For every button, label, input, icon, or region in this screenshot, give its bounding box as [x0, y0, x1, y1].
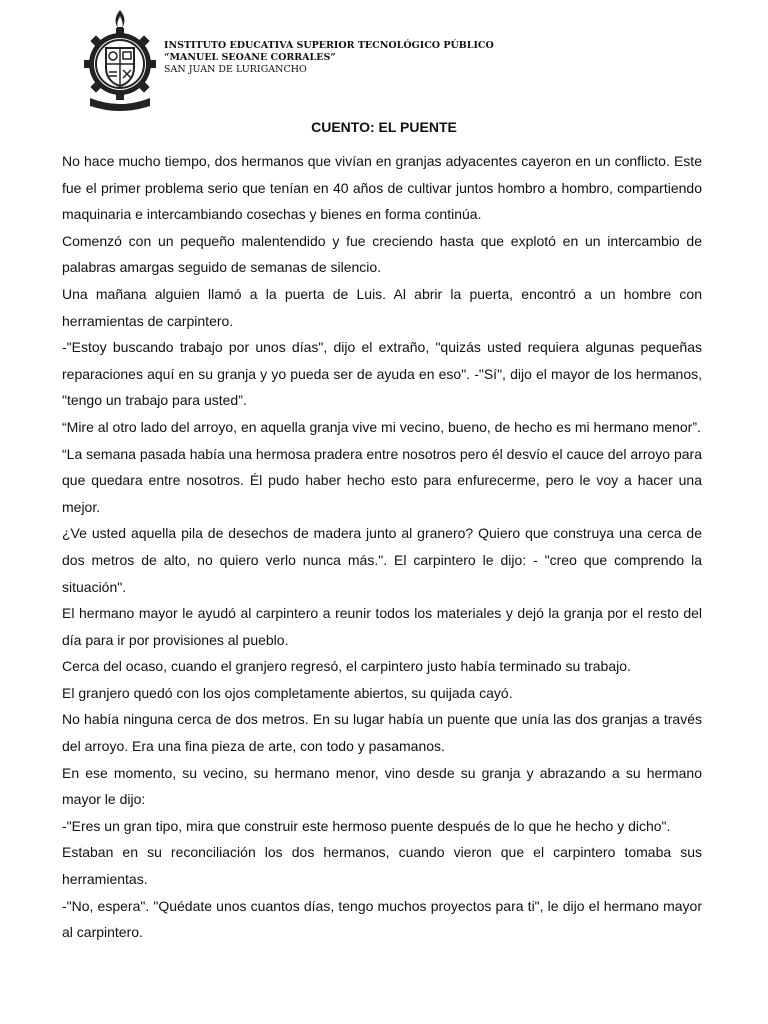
paragraph: No hace mucho tiempo, dos hermanos que vivían en granjas adyacentes cayeron en un conflicto. Este fue el primer problema serio que tenían en 40 años de cultivar juntos hombro a hombro, compartiendo maquinaria e intercambiando cosechas y bienes en forma continúa.: [62, 153, 702, 223]
institution-subname: “MANUEL SEOANE CORRALES”: [164, 52, 336, 63]
institution-seal-icon: [84, 6, 156, 114]
paragraph: Estaban en su reconciliación los dos hermanos, cuando vieron que el carpintero tomaba sus herramientas.: [62, 844, 702, 888]
story-body: [62, 148, 702, 946]
paragraph: El granjero quedó con los ojos completamente abiertos, su quijada cayó.: [62, 684, 513, 701]
institution-location: SAN JUAN DE LURIGANCHO: [164, 64, 307, 75]
institution-info: [164, 40, 494, 76]
paragraph: No había ninguna cerca de dos metros. En su lugar había un puente que unía las dos granjas a través del arroyo. Era una fina pieza de arte, con todo y pasamanos.: [62, 711, 702, 755]
paragraph: Una mañana alguien llamó a la puerta de Luis. Al abrir la puerta, encontró a un hombre con herramientas de carpintero.: [62, 285, 702, 329]
paragraph: -"Eres un gran tipo, mira que construir este hermoso puente después de lo que he hecho y dicho".: [62, 817, 671, 834]
letterhead: [84, 6, 684, 116]
paragraph: El hermano mayor le ayudó al carpintero a reunir todos los materiales y dejó la granja por el resto del día para ir por provisiones al pueblo.: [62, 605, 702, 648]
paragraph: “La semana pasada había una hermosa pradera entre nosotros pero él desvío el cauce del arroyo para que quedara entre nosotros. Él pudo haber hecho esto para enfurecerme, pero le voy a hacer una mejor.: [62, 445, 702, 515]
document-title: CUENTO: EL PUENTE: [311, 119, 457, 135]
paragraph: “Mire al otro lado del arroyo, en aquella granja vive mi vecino, bueno, de hecho es mi hermano menor”.: [62, 418, 701, 435]
paragraph: -"Estoy buscando trabajo por unos días", dijo el extraño, "quizás usted requiera algunas pequeñas reparaciones aquí en su granja y yo pueda ser de ayuda en eso". -"Sí", dijo el mayor de los hermanos, "tengo un trabajo para usted”.: [62, 339, 702, 409]
paragraph: -"No, espera". "Quédate unos cuantos días, tengo muchos proyectos para ti", le dijo el hermano mayor al carpintero.: [62, 897, 702, 941]
paragraph: Cerca del ocaso, cuando el granjero regresó, el carpintero justo había terminado su trabajo.: [62, 658, 631, 675]
institution-name: INSTITUTO EDUCATIVA SUPERIOR TECNOLÓGICO PÚBLICO: [164, 40, 494, 51]
paragraph: ¿Ve usted aquella pila de desechos de madera junto al granero? Quiero que construya una cerca de dos metros de alto, no quiero verlo nunca más.". El carpintero le dijo: - "creo que comprendo la situación".: [62, 525, 702, 595]
paragraph: Comenzó con un pequeño malentendido y fue creciendo hasta que explotó en un intercambio de palabras amargas seguido de semanas de silencio.: [62, 232, 702, 276]
paragraph: En ese momento, su vecino, su hermano menor, vino desde su granja y abrazando a su hermano mayor le dijo:: [62, 764, 702, 808]
